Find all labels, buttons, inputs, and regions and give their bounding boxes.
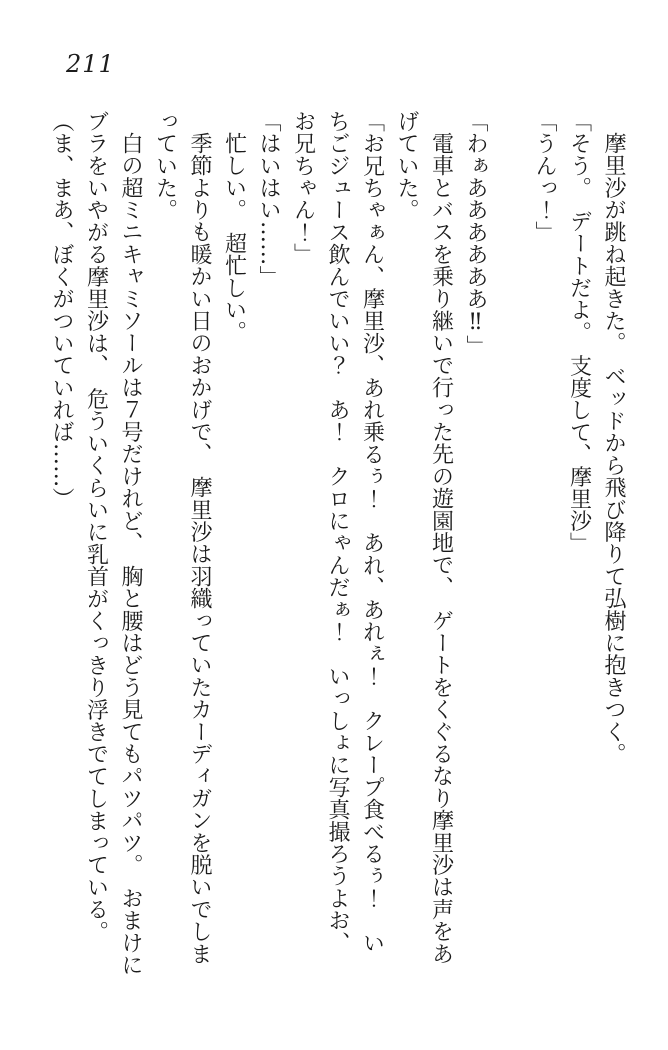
text-line: （ま、まあ、ぼくがついていれば……） [49, 110, 74, 510]
text-line: 摩里沙が跳ね起きた。 ベッドから飛び降りて弘樹に抱きつく。 [601, 132, 626, 765]
text-line: 季節よりも暖かい日のおかげで、 摩里沙は羽織っていたカーディガンを脱いでしま [187, 132, 212, 965]
text-body [44, 110, 631, 994]
text-line: ブラをいやがる摩里沙は、 危ういくらいに乳首がくっきり浮きでてしまっている。 [83, 110, 109, 943]
text-line: 白の超ミニキャミソールは７号だけれど、 胸と腰はどう見てもパツパツ。 おまけに [118, 132, 143, 976]
text-line: げていた。 [394, 110, 419, 221]
text-line: 「わぁああああああ‼」 [463, 110, 488, 358]
text-line: 「お兄ちゃぁん、摩里沙、あれ乗るぅ！ あれ、あれぇ！ クレープ食べるぅ！ い [359, 110, 385, 954]
text-line: お兄ちゃん！」 [290, 110, 316, 266]
blank-line [492, 110, 527, 111]
text-line: 「はいはい……」 [256, 110, 281, 288]
text-line: 電車とバスを乗り継いで行った先の遊園地で、 ゲートをくぐるなり摩里沙は声をあ [428, 132, 454, 965]
text-line: ちごジュース飲んでいい？ あ！ クロにゃんだぁ！ いっしょに写真撮ろうよお、 [325, 110, 350, 954]
page-number: 211 [66, 50, 115, 78]
text-line: 「そう。 デートだよ。 支度して、摩里沙」 [566, 110, 592, 555]
text-line: 「うんっ！」 [532, 110, 557, 244]
text-line: 忙しい。 超忙しい。 [221, 132, 247, 343]
text-line: っていた。 [152, 110, 178, 221]
